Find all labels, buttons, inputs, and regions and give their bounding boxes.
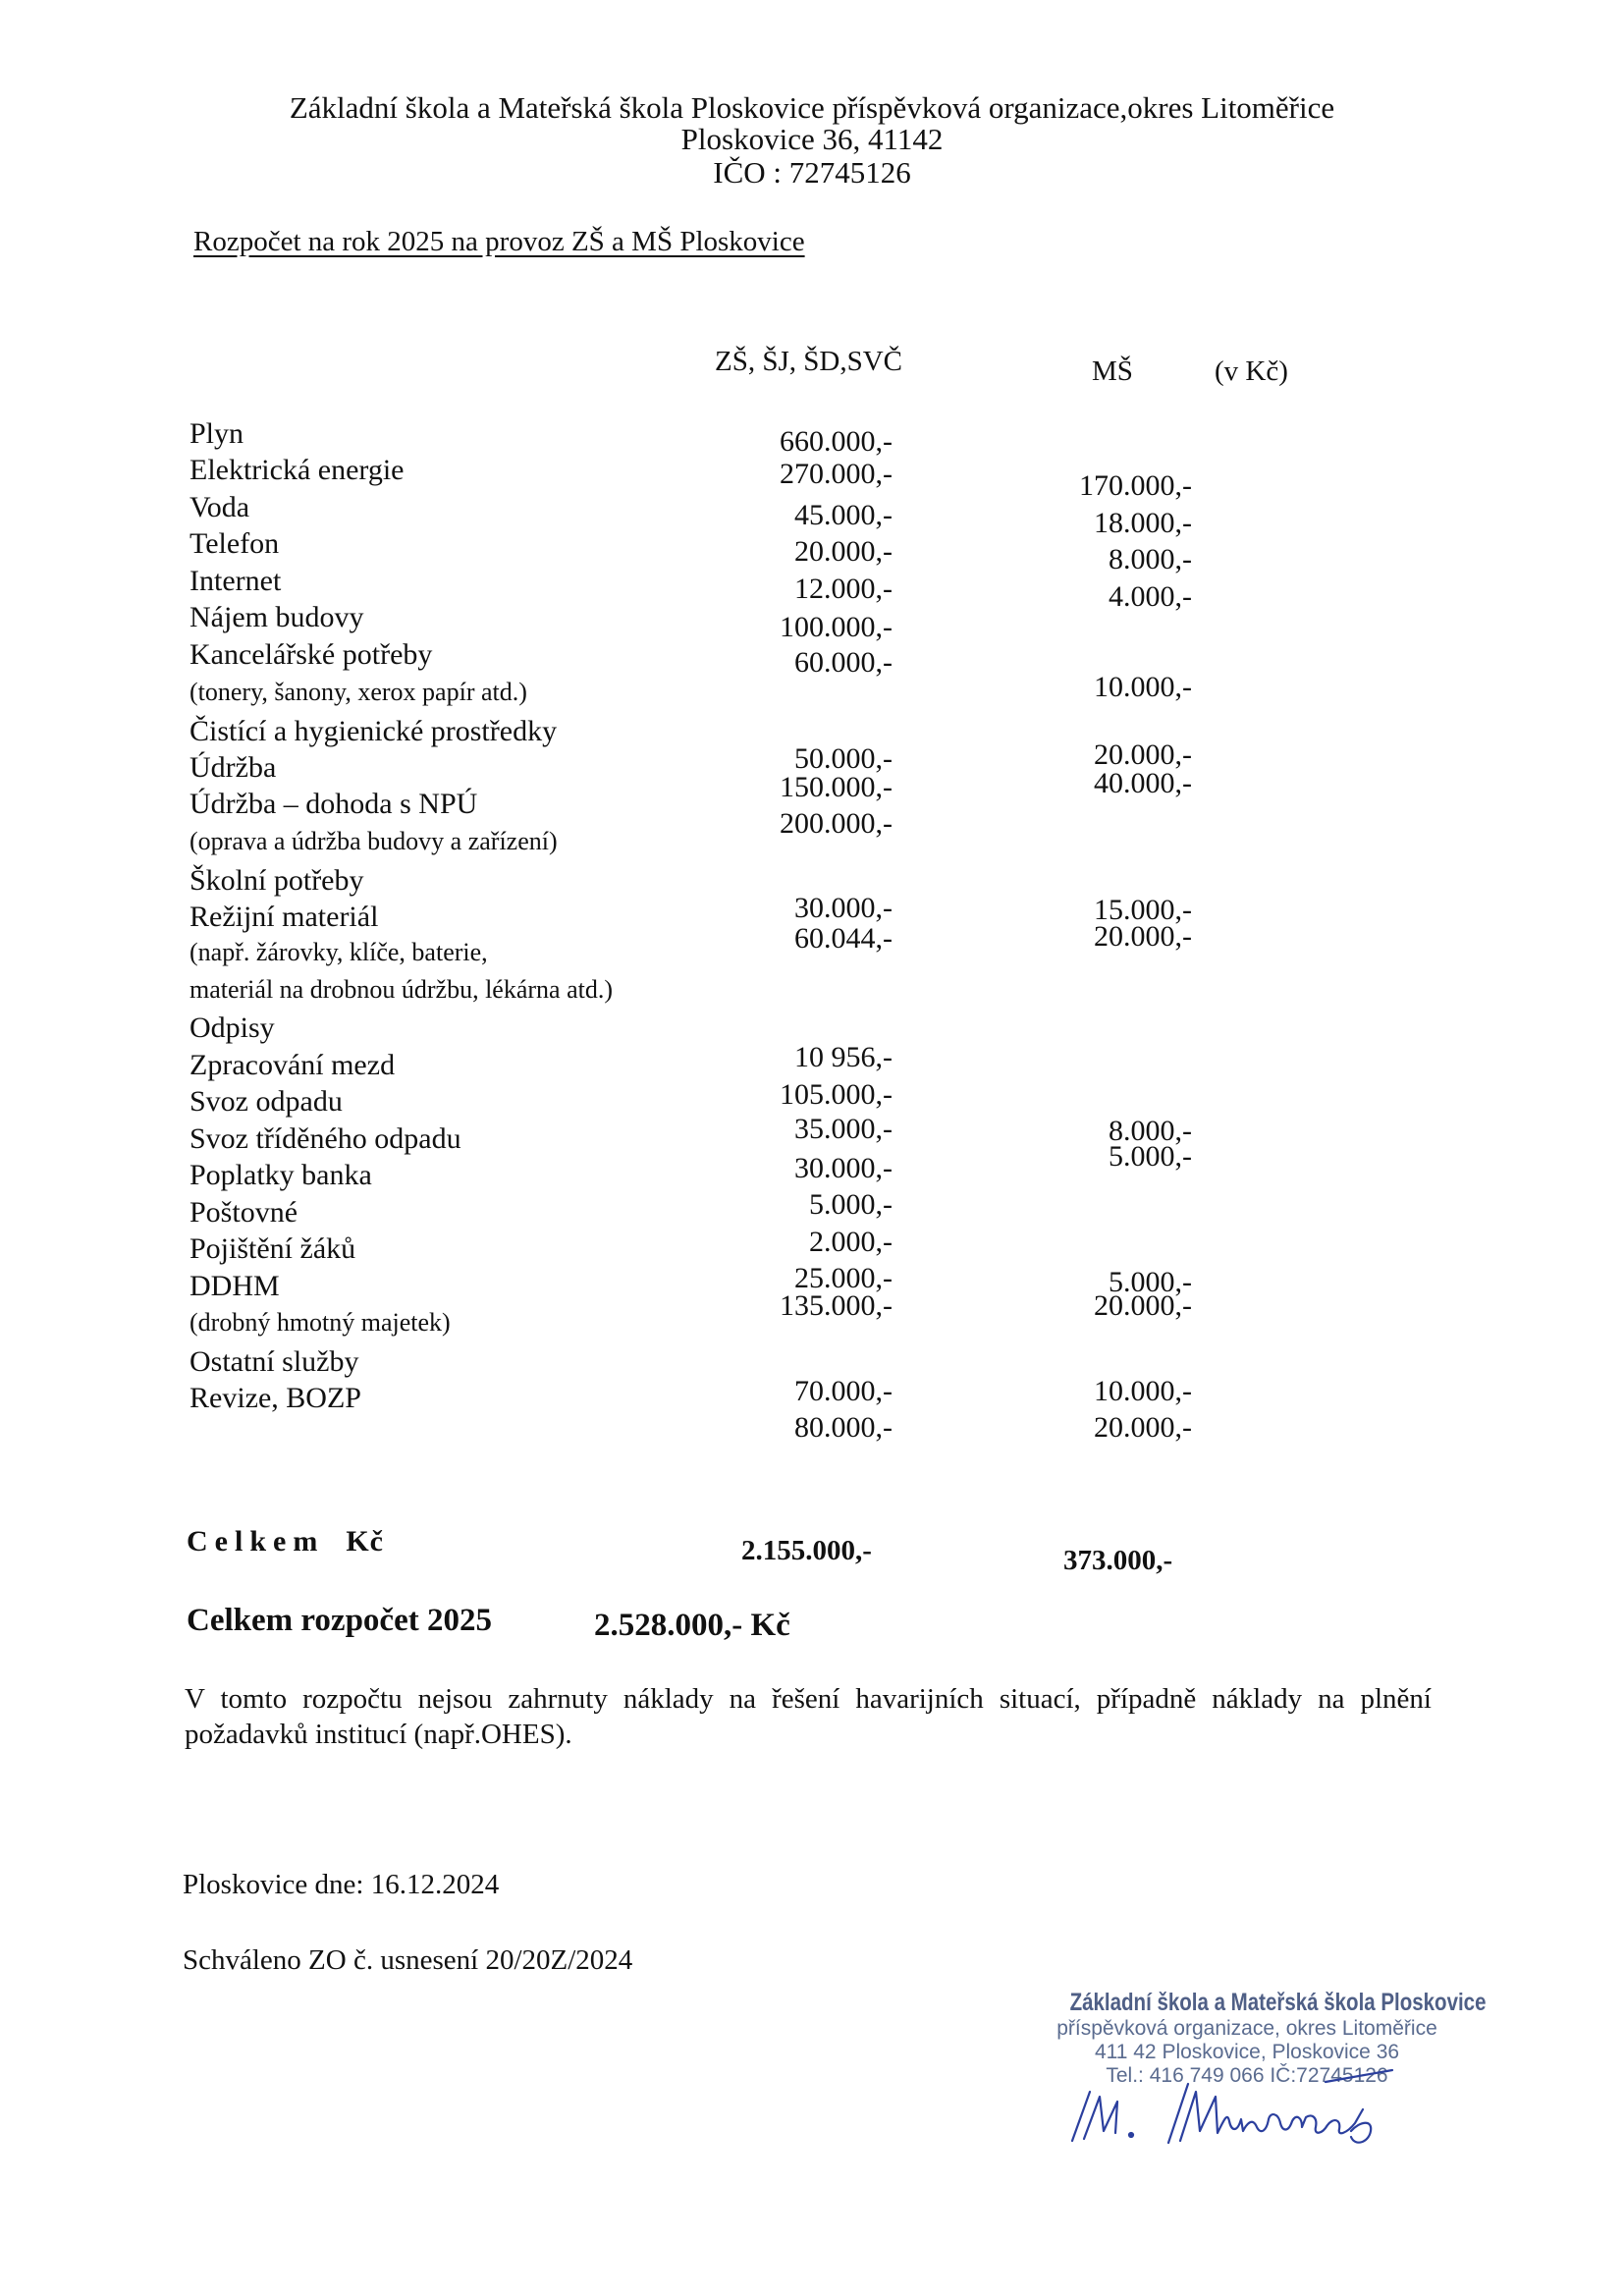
row-value-zs: 35.000,- bbox=[794, 1113, 893, 1145]
document-title: Rozpočet na rok 2025 na provoz ZŠ a MŠ Ploskovice bbox=[193, 226, 805, 257]
row-value-zs: 60.000,- bbox=[794, 646, 893, 679]
row-label: Školní potřeby bbox=[189, 864, 364, 897]
row-value-zs: 20.000,- bbox=[794, 535, 893, 568]
row-label: Zpracování mezd bbox=[189, 1049, 396, 1081]
row-value-ms: 8.000,- bbox=[1109, 543, 1192, 575]
row-label: Režijní materiál bbox=[189, 901, 379, 933]
row-label: Odpisy bbox=[189, 1011, 275, 1044]
row-label: Poštovné bbox=[189, 1196, 298, 1229]
row-value-zs: 2.000,- bbox=[809, 1226, 893, 1258]
row-value-ms: 18.000,- bbox=[1094, 507, 1192, 539]
budget-note: V tomto rozpočtu nejsou zahrnuty náklady na řešení havarijních situací, případně náklady na plnění požadavků institucí (např.OHES). bbox=[185, 1683, 1432, 1750]
row-value-zs: 80.000,- bbox=[794, 1411, 893, 1444]
row-value-zs: 100.000,- bbox=[780, 611, 893, 643]
row-value-ms: 20.000,- bbox=[1094, 738, 1192, 771]
row-label: Poplatky banka bbox=[189, 1159, 372, 1191]
totals-currency: Kč bbox=[346, 1525, 384, 1558]
row-value-zs: 30.000,- bbox=[794, 892, 893, 924]
row-value-zs: 150.000,- bbox=[780, 771, 893, 803]
row-note: (např. žárovky, klíče, baterie, bbox=[189, 938, 488, 966]
row-label: Pojištění žáků bbox=[189, 1232, 356, 1265]
totals-zs: 2.155.000,- bbox=[741, 1535, 872, 1566]
row-value-zs: 12.000,- bbox=[794, 573, 893, 605]
signature bbox=[1060, 2062, 1414, 2151]
row-value-ms: 20.000,- bbox=[1094, 1411, 1192, 1444]
row-value-ms: 20.000,- bbox=[1094, 920, 1192, 953]
row-label: Ostatní služby bbox=[189, 1345, 359, 1378]
school-name: Základní škola a Mateřská škola Ploskovice příspěvková organizace,okres Litoměřice bbox=[289, 90, 1335, 125]
row-label: Kancelářské potřeby bbox=[189, 638, 433, 671]
totals-label bbox=[187, 1525, 384, 1558]
grand-total-value: 2.528.000,- Kč bbox=[594, 1608, 790, 1643]
row-value-zs: 50.000,- bbox=[794, 742, 893, 775]
row-label: Údržba bbox=[189, 751, 277, 784]
school-address: Ploskovice 36, 41142 bbox=[680, 122, 944, 156]
row-value-zs: 270.000,- bbox=[780, 458, 893, 490]
row-value-zs: 45.000,- bbox=[794, 499, 893, 531]
row-label: Telefon bbox=[189, 527, 280, 560]
row-label: Nájem budovy bbox=[189, 601, 364, 633]
approval-line: Schváleno ZO č. usnesení 20/20Z/2024 bbox=[183, 1944, 633, 1976]
row-value-ms: 10.000,- bbox=[1094, 671, 1192, 703]
row-note: (oprava a údržba budovy a zařízení) bbox=[189, 827, 558, 855]
row-value-zs: 60.044,- bbox=[794, 922, 893, 955]
row-label: Plyn bbox=[189, 417, 244, 450]
column-header-zs: ZŠ, ŠJ, ŠD,SVČ bbox=[715, 346, 902, 377]
column-header-unit: (v Kč) bbox=[1215, 355, 1288, 387]
row-label: Svoz odpadu bbox=[189, 1085, 343, 1118]
row-note: (tonery, šanony, xerox papír atd.) bbox=[189, 678, 527, 706]
row-value-zs: 660.000,- bbox=[780, 425, 893, 458]
row-label: Internet bbox=[189, 565, 282, 597]
row-value-ms: 170.000,- bbox=[1079, 469, 1192, 502]
stamp-line-2: příspěvková organizace, okres Litoměřice bbox=[1056, 2017, 1437, 2040]
row-label: Čistící a hygienické prostředky bbox=[189, 715, 558, 747]
row-value-ms: 4.000,- bbox=[1109, 580, 1192, 613]
stamp-line-3: 411 42 Ploskovice, Ploskovice 36 bbox=[1094, 2041, 1400, 2063]
row-value-zs: 105.000,- bbox=[780, 1078, 893, 1111]
school-ico: IČO : 72745126 bbox=[713, 155, 911, 190]
stamp-line-4: Tel.: 416 749 066 IČ:72745126 bbox=[1106, 2064, 1388, 2087]
row-label: Údržba – dohoda s NPÚ bbox=[189, 788, 478, 820]
row-value-ms: 8.000,- bbox=[1109, 1115, 1192, 1147]
row-value-ms: 40.000,- bbox=[1094, 767, 1192, 799]
row-value-ms: 5.000,- bbox=[1109, 1140, 1192, 1173]
row-note: (drobný hmotný majetek) bbox=[189, 1308, 451, 1337]
row-label: Revize, BOZP bbox=[189, 1382, 361, 1414]
row-value-ms: 20.000,- bbox=[1094, 1289, 1192, 1322]
row-value-zs: 135.000,- bbox=[780, 1289, 893, 1322]
row-value-zs: 70.000,- bbox=[794, 1375, 893, 1407]
row-value-zs: 5.000,- bbox=[809, 1188, 893, 1221]
row-label: DDHM bbox=[189, 1270, 280, 1302]
row-label: Elektrická energie bbox=[189, 454, 405, 486]
row-label: Voda bbox=[189, 491, 250, 523]
stamp-line-1: Základní škola a Mateřská škola Ploskovice bbox=[1069, 1989, 1487, 2016]
row-value-zs: 200.000,- bbox=[780, 807, 893, 840]
totals-label-text: Celkem bbox=[187, 1525, 325, 1558]
column-header-ms: MŠ bbox=[1092, 355, 1133, 387]
totals-ms: 373.000,- bbox=[1063, 1545, 1173, 1576]
grand-total-label: Celkem rozpočet 2025 bbox=[187, 1603, 492, 1638]
row-value-ms: 10.000,- bbox=[1094, 1375, 1192, 1407]
row-value-zs: 10 956,- bbox=[794, 1041, 893, 1073]
date-line: Ploskovice dne: 16.12.2024 bbox=[183, 1869, 500, 1900]
row-value-ms: 15.000,- bbox=[1094, 894, 1192, 926]
row-value-zs: 30.000,- bbox=[794, 1152, 893, 1184]
row-note: materiál na drobnou údržbu, lékárna atd.) bbox=[189, 975, 613, 1004]
row-value-zs: 25.000,- bbox=[794, 1262, 893, 1294]
row-label: Svoz tříděného odpadu bbox=[189, 1122, 461, 1155]
row-value-ms: 5.000,- bbox=[1109, 1266, 1192, 1298]
